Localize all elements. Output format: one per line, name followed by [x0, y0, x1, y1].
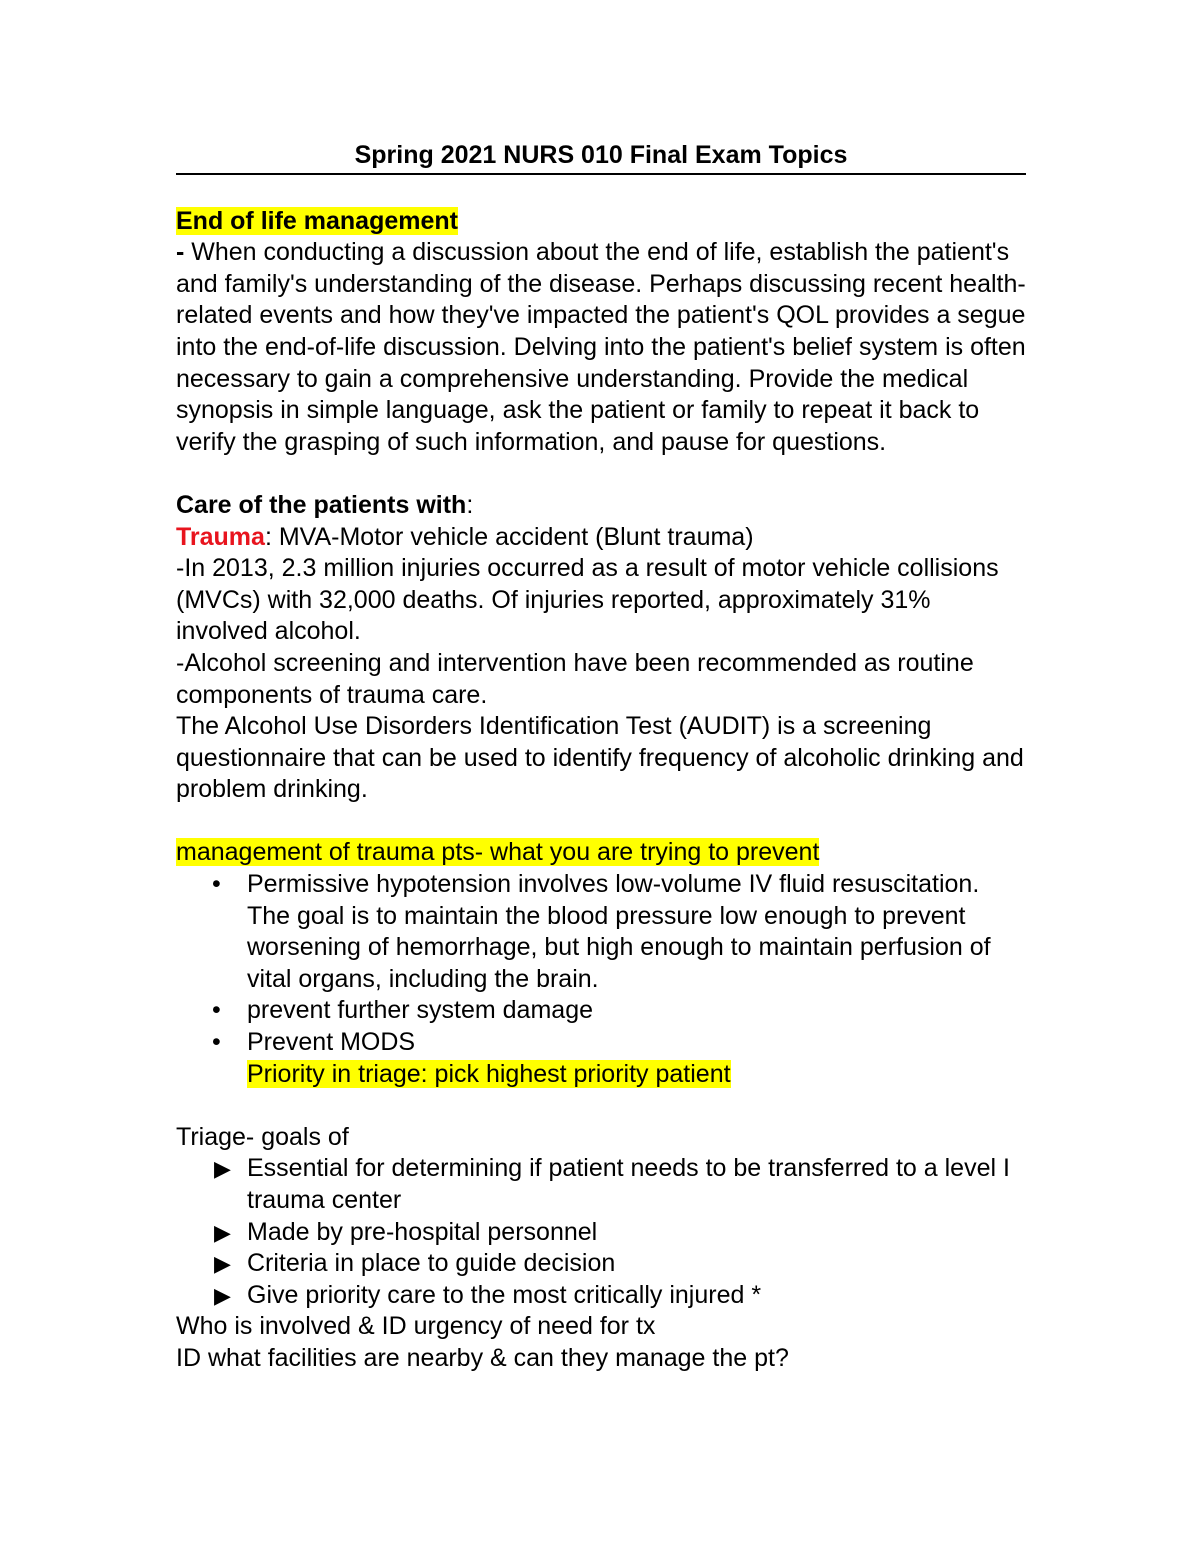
- bullet-icon: •: [212, 1028, 221, 1057]
- triage-priority: Priority in triage: pick highest priority patient: [247, 1059, 731, 1088]
- arrow-bullet-icon: ▶: [214, 1251, 231, 1277]
- spacer: [176, 806, 1026, 838]
- facilities-line: ID what facilities are nearby & can they manage the pt?: [176, 1343, 789, 1372]
- eol-section: [176, 206, 1026, 459]
- eol-body: When conducting a discussion about the end of life, establish the patient's and family's understanding of the disease. Perhaps discussing recent health-related events and how they've impacted the patient's QOL provides a segue into the end-of-life discussion. Delving into the patient's belief system is often necessary to gain a comprehensive understanding. Provide the medical synopsis in simple language, ask the patient or family to repeat it back to verify the grasping of such information, and pause for questions.: [176, 238, 1026, 456]
- spacer: [176, 1090, 1026, 1122]
- list-item: • prevent further system damage: [176, 995, 1026, 1027]
- list-item: ▶ Criteria in place to guide decision: [176, 1248, 1026, 1280]
- care-section: [176, 490, 1026, 806]
- triage-section: [176, 1122, 1026, 1375]
- arrow-bullet-icon: ▶: [214, 1282, 231, 1308]
- trauma-label: Trauma: [176, 522, 265, 551]
- document-page: [176, 140, 1026, 1375]
- triage-heading: Triage- goals of: [176, 1122, 349, 1151]
- arrow-bullet-icon: ▶: [214, 1156, 231, 1182]
- management-heading: management of trauma pts- what you are trying to prevent: [176, 838, 820, 867]
- bullet-icon: •: [212, 996, 221, 1025]
- eol-dash: -: [176, 238, 192, 267]
- eol-heading: End of life management: [176, 206, 458, 235]
- spacer: [176, 458, 1026, 490]
- trauma-description: : MVA-Motor vehicle accident (Blunt trauma): [264, 522, 754, 551]
- arrow-bullet-icon: ▶: [214, 1219, 231, 1245]
- page-title: Spring 2021 NURS 010 Final Exam Topics: [176, 140, 1026, 175]
- care-colon: :: [466, 490, 474, 519]
- management-list: [176, 869, 1026, 1059]
- mvc-statistics: -In 2013, 2.3 million injuries occurred as a result of motor vehicle collisions (MVCs) with 32,000 deaths. Of injuries reported, approximately 31% involved alcohol.: [176, 554, 999, 646]
- care-heading: Care of the patients with: [176, 490, 467, 519]
- alcohol-screening: -Alcohol screening and intervention have been recommended as routine components of trauma care.: [176, 648, 974, 709]
- management-section: [176, 837, 1026, 1090]
- audit-description: The Alcohol Use Disorders Identification Test (AUDIT) is a screening questionnaire that can be used to identify frequency of alcoholic drinking and problem drinking.: [176, 712, 1024, 804]
- list-item: ▶ Made by pre-hospital personnel: [176, 1217, 1026, 1249]
- bullet-icon: •: [212, 870, 221, 899]
- triage-list: [176, 1153, 1026, 1311]
- list-item: • Prevent MODS: [176, 1027, 1026, 1059]
- list-item: • Permissive hypotension involves low-volume IV fluid resuscitation. The goal is to maintain the blood pressure low enough to prevent worsening of hemorrhage, but high enough to maintain perfusion of vital organs, including the brain.: [212, 870, 991, 993]
- list-item: ▶ Essential for determining if patient needs to be transferred to a level I trauma center: [214, 1154, 1010, 1214]
- list-item: ▶ Give priority care to the most critically injured *: [176, 1280, 1026, 1312]
- urgency-line: Who is involved & ID urgency of need for tx: [176, 1312, 656, 1341]
